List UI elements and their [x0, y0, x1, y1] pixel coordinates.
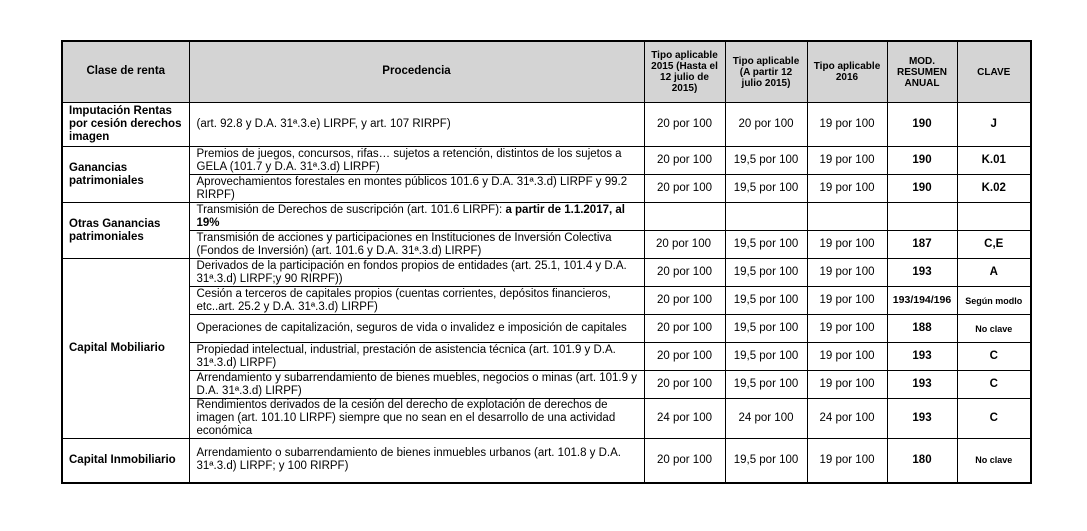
row-tipo-2016: 19 por 100 [807, 371, 887, 399]
row-procedencia [189, 203, 644, 231]
row-tipo-2015-julio: 19,5 por 100 [725, 439, 807, 483]
row-tipo-2015 [644, 203, 725, 231]
header-tipo-2016: Tipo aplicable 2016 [807, 41, 887, 103]
row-procedencia: Derivados de la participación en fondos propios de entidades (art. 25.1, 101.4 y D.A. 31ª.3.d) LIRPF;y 90 RIRPF)) [189, 259, 644, 287]
row-tipo-2015: 20 por 100 [644, 439, 725, 483]
row-tipo-2016: 19 por 100 [807, 343, 887, 371]
row-tipo-2015-julio: 19,5 por 100 [725, 231, 807, 259]
row-mod: 193/194/196 [887, 287, 957, 315]
row-procedencia: Operaciones de capitalización, seguros de vida o invalidez e imposición de capitales [189, 315, 644, 343]
header-mod-resumen: MOD. RESUMEN ANUAL [887, 41, 957, 103]
row-clave: C [957, 343, 1031, 371]
row-tipo-2015-julio: 19,5 por 100 [725, 343, 807, 371]
table-row [62, 103, 1031, 147]
row-procedencia: Arrendamiento y subarrendamiento de bienes muebles, negocios o minas (art. 101.9 y D.A. 31ª.3.d) LIRPF) [189, 371, 644, 399]
row-clave: No clave [957, 439, 1031, 483]
row-procedencia-bold: a partir de 1.1.2017, al 19% [196, 203, 625, 229]
table-row [62, 175, 1031, 203]
row-tipo-2016: 19 por 100 [807, 259, 887, 287]
row-tipo-2015: 20 por 100 [644, 343, 725, 371]
group-label-inmobiliario: Capital Inmobiliario [62, 439, 189, 483]
row-tipo-2015: 20 por 100 [644, 147, 725, 175]
row-procedencia: Transmisión de acciones y participaciones en Instituciones de Inversión Colectiva (Fondos de Inversión) (art. 101.6 y D.A. 31ª.3.d) LIRPF) [189, 231, 644, 259]
retention-rates-table [61, 40, 1032, 484]
table-row [62, 439, 1031, 483]
row-tipo-2015-julio: 19,5 por 100 [725, 287, 807, 315]
row-clave: K.01 [957, 147, 1031, 175]
group-label-imputacion: Imputación Rentas por cesión derechos imagen [62, 103, 189, 147]
retention-table-wrapper [61, 40, 1030, 484]
row-procedencia-text: Transmisión de Derechos de suscripción (art. 101.6 LIRPF): [196, 203, 506, 216]
row-clave: No clave [957, 315, 1031, 343]
row-tipo-2015-julio: 19,5 por 100 [725, 371, 807, 399]
group-label-ganancias: Ganancias patrimoniales [62, 147, 189, 203]
row-mod: 190 [887, 175, 957, 203]
row-procedencia: Cesión a terceros de capitales propios (cuentas corrientes, depósitos financieros, etc..art. 25.2 y D.A. 31ª.3.d) LIRPF) [189, 287, 644, 315]
row-clave: J [957, 103, 1031, 147]
table-row [62, 231, 1031, 259]
table-row [62, 315, 1031, 343]
header-clave: CLAVE [957, 41, 1031, 103]
row-mod: 187 [887, 231, 957, 259]
row-procedencia: Propiedad intelectual, industrial, prestación de asistencia técnica (art. 101.9 y D.A. 31ª.3.d) LIRPF) [189, 343, 644, 371]
row-tipo-2016: 19 por 100 [807, 439, 887, 483]
header-row [62, 41, 1031, 103]
row-clave: A [957, 259, 1031, 287]
row-mod: 180 [887, 439, 957, 483]
table-row [62, 287, 1031, 315]
row-clave: K.02 [957, 175, 1031, 203]
row-tipo-2016: 19 por 100 [807, 231, 887, 259]
row-tipo-2015-julio: 19,5 por 100 [725, 259, 807, 287]
row-clave: Según modlo [957, 287, 1031, 315]
row-mod: 193 [887, 371, 957, 399]
table-row [62, 147, 1031, 175]
row-clave: C,E [957, 231, 1031, 259]
table-row [62, 371, 1031, 399]
row-tipo-2016: 19 por 100 [807, 147, 887, 175]
row-tipo-2015-julio: 20 por 100 [725, 103, 807, 147]
row-tipo-2015: 20 por 100 [644, 259, 725, 287]
row-procedencia: Premios de juegos, concursos, rifas… sujetos a retención, distintos de los sujetos a GELA (101.7 y D.A. 31ª.3.d) LIRPF) [189, 147, 644, 175]
row-mod: 193 [887, 259, 957, 287]
row-tipo-2016: 19 por 100 [807, 103, 887, 147]
row-mod: 193 [887, 343, 957, 371]
row-tipo-2016: 19 por 100 [807, 315, 887, 343]
row-mod: 190 [887, 147, 957, 175]
row-procedencia: Aprovechamientos forestales en montes públicos 101.6 y D.A. 31ª.3.d) LIRPF y 99.2 RIRPF) [189, 175, 644, 203]
row-procedencia: (art. 92.8 y D.A. 31ª.3.e) LIRPF, y art. 107 RIRPF) [189, 103, 644, 147]
group-label-mobiliario: Capital Mobiliario [62, 259, 189, 439]
table-row [62, 343, 1031, 371]
group-label-otras: Otras Ganancias patrimoniales [62, 203, 189, 259]
row-clave: C [957, 371, 1031, 399]
table-row [62, 399, 1031, 439]
row-tipo-2015: 24 por 100 [644, 399, 725, 439]
row-tipo-2015-julio: 19,5 por 100 [725, 175, 807, 203]
header-procedencia: Procedencia [189, 41, 644, 103]
row-tipo-2015: 20 por 100 [644, 371, 725, 399]
row-clave [957, 203, 1031, 231]
row-tipo-2016: 19 por 100 [807, 175, 887, 203]
row-procedencia: Arrendamiento o subarrendamiento de bienes inmuebles urbanos (art. 101.8 y D.A. 31ª.3.d) LIRPF; y 100 RIRPF) [189, 439, 644, 483]
row-mod: 188 [887, 315, 957, 343]
row-tipo-2015-julio: 19,5 por 100 [725, 147, 807, 175]
row-mod: 190 [887, 103, 957, 147]
table-row [62, 259, 1031, 287]
row-tipo-2015: 20 por 100 [644, 315, 725, 343]
row-mod [887, 203, 957, 231]
row-mod: 193 [887, 399, 957, 439]
header-clase: Clase de renta [62, 41, 189, 103]
header-tipo-2015-julio: Tipo aplicable (A partir 12 julio 2015) [725, 41, 807, 103]
row-tipo-2015: 20 por 100 [644, 287, 725, 315]
row-tipo-2016: 19 por 100 [807, 287, 887, 315]
row-tipo-2015-julio [725, 203, 807, 231]
header-tipo-2015: Tipo aplicable 2015 (Hasta el 12 julio de 2015) [644, 41, 725, 103]
row-tipo-2015: 20 por 100 [644, 103, 725, 147]
row-clave: C [957, 399, 1031, 439]
row-tipo-2015: 20 por 100 [644, 231, 725, 259]
row-tipo-2015-julio: 24 por 100 [725, 399, 807, 439]
row-procedencia: Rendimientos derivados de la cesión del derecho de explotación de derechos de imagen (art. 101.10 LIRPF) siempre que no sean en el desarrollo de una actividad económica [189, 399, 644, 439]
table-row [62, 203, 1031, 231]
row-tipo-2015: 20 por 100 [644, 175, 725, 203]
row-tipo-2016 [807, 203, 887, 231]
row-tipo-2015-julio: 19,5 por 100 [725, 315, 807, 343]
row-tipo-2016: 24 por 100 [807, 399, 887, 439]
